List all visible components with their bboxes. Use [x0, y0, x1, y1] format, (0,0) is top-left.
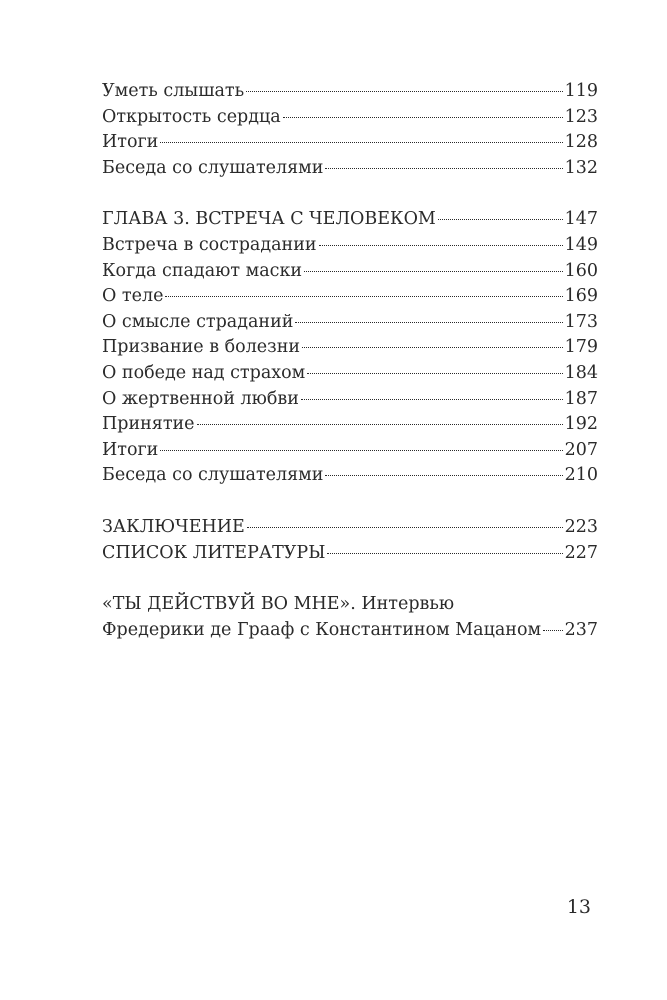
toc-entry: [102, 463, 598, 489]
dot-leader: [438, 219, 563, 220]
toc-entry-page: 119: [564, 81, 598, 101]
toc-entry: [102, 387, 598, 413]
toc-entry: [102, 335, 598, 361]
toc-entry-title: Итоги: [102, 439, 159, 460]
dot-leader: [160, 450, 562, 451]
toc-entry-title: О смысле страданий: [102, 311, 294, 332]
toc-entry-title: О жертвенной любви: [102, 388, 299, 409]
toc-entry: [102, 79, 598, 105]
section-gap: [102, 489, 598, 515]
toc-entry: [102, 361, 598, 387]
toc-entry: [102, 412, 598, 438]
toc-entry: [102, 284, 598, 310]
toc-entry-interview-line1: [102, 592, 598, 618]
toc-entry: [102, 515, 598, 541]
toc-entry: [102, 310, 598, 336]
dot-leader: [295, 322, 562, 323]
toc-entry-title: Принятие: [102, 414, 195, 435]
toc-entry-title: Встреча в сострадании: [102, 234, 317, 255]
toc-entry-title: О теле: [102, 286, 164, 307]
table-of-contents: [102, 79, 598, 643]
dot-leader: [165, 296, 562, 297]
toc-entry-title: Призвание в болезни: [102, 337, 301, 358]
dot-leader: [247, 527, 563, 528]
toc-entry-title: Беседа со слушателями: [102, 465, 324, 486]
toc-entry-page: 223: [564, 516, 598, 537]
dot-leader: [325, 168, 562, 169]
toc-entry-page: 160: [564, 260, 598, 281]
dot-leader: [302, 347, 563, 348]
toc-entry-page: 210: [564, 465, 598, 486]
toc-entry: [102, 130, 598, 156]
toc-entry-page: 123: [564, 106, 598, 127]
toc-entry-page: 179: [564, 337, 598, 358]
toc-entry-title: СПИСОК ЛИТЕРАТУРЫ: [102, 542, 326, 563]
section-gap: [102, 566, 598, 592]
toc-entry-title: ЗАКЛЮЧЕНИЕ: [102, 516, 245, 537]
toc-entry: [102, 438, 598, 464]
toc-entry-page: 132: [564, 157, 598, 178]
toc-entry-page: 227: [564, 542, 598, 563]
toc-entry-title: «ТЫ ДЕЙСТВУЙ ВО МНЕ». Интервью: [102, 594, 455, 615]
toc-entry: [102, 156, 598, 182]
dot-leader: [543, 630, 562, 631]
dot-leader: [325, 475, 562, 476]
toc-entry-page: 128: [564, 132, 598, 153]
toc-entry-interview-line2: [102, 618, 598, 644]
toc-chapter-heading: [102, 207, 598, 233]
section-gap: [102, 181, 598, 207]
dot-leader: [307, 373, 562, 374]
toc-entry-title: О победе над страхом: [102, 362, 306, 383]
toc-entry: [102, 105, 598, 131]
toc-entry-title: Фредерики де Грааф с Константином Мацаном: [102, 619, 542, 640]
toc-entry-page: 184: [564, 362, 598, 383]
toc-entry-title: Когда спадают маски: [102, 260, 303, 281]
toc-entry-page: 147: [564, 209, 598, 230]
toc-entry: [102, 259, 598, 285]
toc-entry-title: Открытость сердца: [102, 106, 281, 127]
toc-entry-page: 169: [564, 286, 598, 307]
toc-entry-page: 187: [564, 388, 598, 409]
toc-entry-page: 173: [564, 311, 598, 332]
toc-entry: [102, 233, 598, 259]
dot-leader: [197, 424, 563, 425]
toc-entry-page: 237: [564, 619, 598, 640]
page-number: 13: [566, 896, 591, 918]
dot-leader: [301, 399, 563, 400]
dot-leader: [160, 142, 562, 143]
toc-entry: [102, 541, 598, 567]
toc-entry-page: 149: [564, 234, 598, 255]
toc-entry-page: 207: [564, 439, 598, 460]
toc-entry-title: ГЛАВА 3. ВСТРЕЧА С ЧЕЛОВЕКОМ: [102, 209, 436, 230]
dot-leader: [246, 91, 562, 92]
dot-leader: [327, 553, 562, 554]
toc-entry-title: Итоги: [102, 132, 159, 153]
toc-entry-title: Уметь слышать: [102, 81, 245, 101]
dot-leader: [304, 271, 563, 272]
toc-entry-page: 192: [564, 414, 598, 435]
toc-entry-title: Беседа со слушателями: [102, 157, 324, 178]
dot-leader: [283, 117, 563, 118]
dot-leader: [319, 245, 563, 246]
